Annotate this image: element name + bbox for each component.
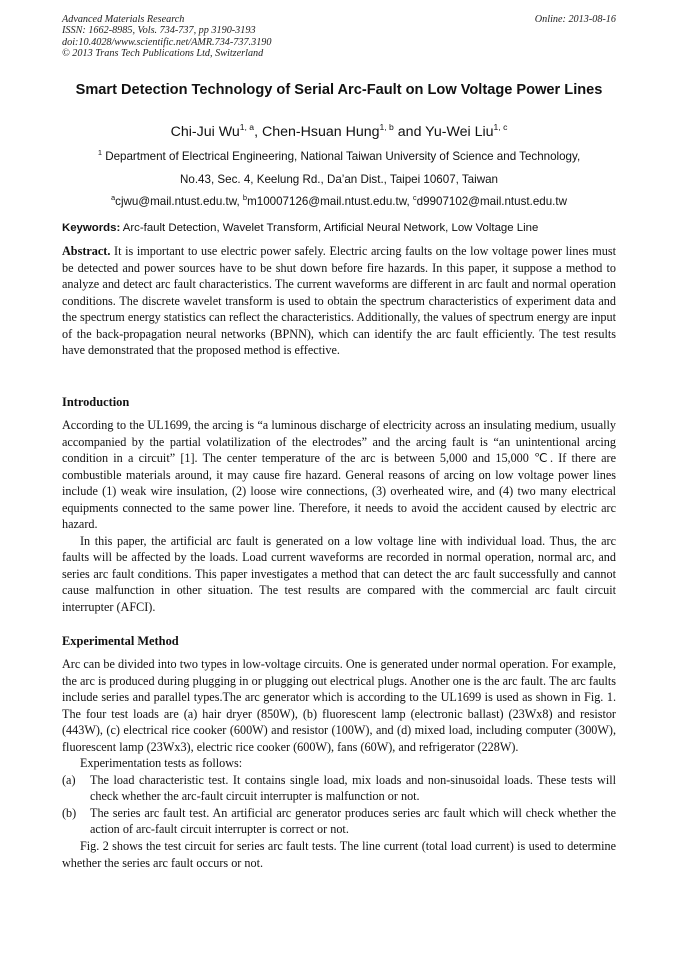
abstract-label: Abstract. bbox=[62, 244, 111, 258]
paragraph: In this paper, the artificial arc fault is generated on a low voltage line with individual load. Thus, the arc faults will be affected by the loads. Load current waveforms are recorded in normal operation, normal arc, and series arc fault conditions. This paper investigates a method that can detect the arc fault successfully and cannot cause malfunction in other situation. The test results are compared with the commercial arc fault circuit interrupter (AFCI). bbox=[62, 533, 616, 615]
journal-name: Advanced Materials Research bbox=[62, 14, 185, 25]
keywords bbox=[62, 221, 616, 235]
affiliation-line-1 bbox=[62, 150, 616, 164]
list-item bbox=[62, 805, 616, 838]
experimental-body bbox=[62, 656, 616, 871]
author-separator: and bbox=[393, 124, 426, 140]
paragraph: Fig. 2 shows the test circuit for series arc fault tests. The line current (total load current) is used to determine whether the series arc fault occurs or not. bbox=[62, 839, 616, 870]
journal-header bbox=[62, 14, 616, 60]
author-affiliation-mark: 1, c bbox=[493, 122, 508, 132]
affiliation-mark: 1 bbox=[97, 148, 102, 157]
author-affiliation-mark: 1, b bbox=[379, 122, 394, 132]
list-item bbox=[62, 772, 616, 805]
email-mark: b bbox=[242, 193, 248, 202]
issn-line: ISSN: 1662-8985, Vols. 734-737, pp 3190-3193 bbox=[62, 25, 256, 37]
section-heading-experimental: Experimental Method bbox=[62, 634, 179, 648]
abstract bbox=[62, 243, 616, 359]
paragraph: According to the UL1699, the arcing is “a luminous discharge of electricity across an insulating medium, usually accompanied by the partial volatilization of the electrodes” and the arcing fault is “an unintentional arcing condition in a circuit” [1]. The center temperature of the arc is between 5,000 and 15,000 ℃. If there are combustible materials around, it may cause fire hazard. General reasons of arcing on low voltage power lines include (1) weak wire insulation, (2) loose wire connections, (3) overheated wire, and (4) two many electrical equipments connected to the same power line. Therefore, it needs to avoid the accident caused by electric arc hazard. bbox=[62, 418, 616, 532]
paragraph: Experimentation tests as follows: bbox=[80, 756, 243, 771]
email-mark: c bbox=[412, 193, 417, 202]
doi-line[interactable]: doi:10.4028/www.scientific.net/AMR.734-737.3190 bbox=[62, 36, 272, 48]
list-item-text: The load characteristic test. It contains single load, mix loads and non-sinusoidal loads. These tests will check whether the arc-fault circuit interrupter is malfunction or not. bbox=[90, 772, 616, 804]
list-marker: (a) bbox=[62, 772, 76, 787]
email-link[interactable]: cjwu@mail.ntust.edu.tw, bbox=[115, 195, 243, 208]
paper-title: Smart Detection Technology of Serial Arc-Fault on Low Voltage Power Lines bbox=[75, 82, 603, 98]
copyright-line: © 2013 Trans Tech Publications Ltd, Switzerland bbox=[62, 48, 264, 60]
paragraph: Arc can be divided into two types in low-voltage circuits. One is generated under normal operation. For example, the arc is produced during plugging in or plugging out electrical plugs. Another one is the arc fault. The arc faults include series and parallel types.The arc generator which is according to the UL1699 is used as shown in Fig. 1. The four test loads are (a) hair dryer (850W), (b) fluorescent lamp (electronic ballast) (23Wx8) and resistor (443W), (c) electrical rice cooker (600W) and resistor (100W), and (d) mixed load, including computer (300W), fluorescent lamp (23Wx3), electric rice cooker (600W), fans (60W), and refrigerator (228W). bbox=[62, 657, 616, 754]
keywords-label: Keywords: bbox=[62, 222, 121, 234]
email-link[interactable]: m10007126@mail.ntust.edu.tw, bbox=[247, 195, 413, 208]
email-line bbox=[62, 195, 616, 209]
section-heading-introduction: Introduction bbox=[62, 395, 130, 409]
email-link[interactable]: d9907102@mail.ntust.edu.tw bbox=[416, 195, 568, 208]
author-name: Chen-Hsuan Hung bbox=[261, 124, 380, 140]
list-item-text: The series arc fault test. An artificial arc generator produces series arc fault which will check whether the action of arc-fault circuit interrupter is correct or not. bbox=[90, 805, 616, 837]
list-marker: (b) bbox=[62, 805, 77, 820]
author-affiliation-mark: 1, a bbox=[239, 122, 255, 132]
affiliation-department: Department of Electrical Engineering, National Taiwan University of Science and Technology, bbox=[101, 150, 581, 163]
author-name: Yu-Wei Liu bbox=[425, 124, 494, 140]
author-name: Chi-Jui Wu bbox=[170, 124, 240, 140]
affiliation-line-2: No.43, Sec. 4, Keelung Rd., Da’an Dist., Taipei 10607, Taiwan bbox=[180, 173, 498, 186]
email-mark: a bbox=[110, 193, 116, 202]
keywords-text: Arc-fault Detection, Wavelet Transform, Artificial Neural Network, Low Voltage Line bbox=[120, 222, 539, 234]
introduction-body bbox=[62, 417, 616, 616]
online-date: Online: 2013-08-16 bbox=[534, 14, 616, 25]
author-separator: , bbox=[254, 124, 262, 140]
abstract-text: It is important to use electric power safely. Electric arcing faults on the low voltage power lines must be detected and power sources have to be shut down before fire hazards. In this paper, it suppose a method to analyze and detect arc fault characteristics. The current waveforms are different in arc fault and normal operation conditions. The discrete wavelet transform is used to obtain the spectrum characteristics of experiment data and the spectrum energy statistics can reflect the characteristics. Additionally, the values of spectrum energy are input of the back-propagation neural networks (BPNN), which can identify the arc fault efficiently. The test results have demonstrated that the proposed method is effective. bbox=[62, 244, 616, 358]
author-list bbox=[62, 123, 616, 141]
